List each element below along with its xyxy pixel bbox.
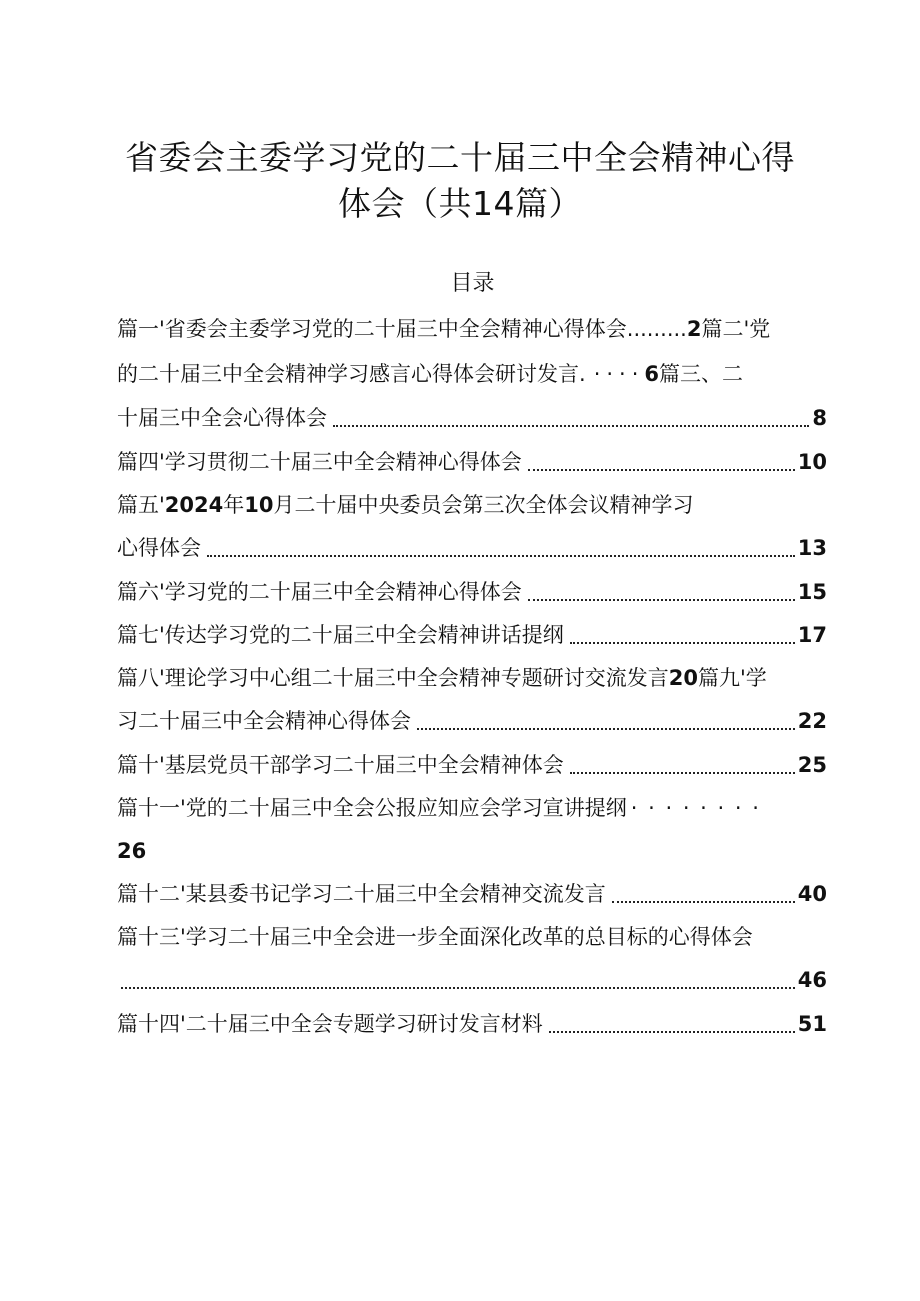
toc-entry-text: 篇一'省委会主委学习党的二十届三中全会精神心得体会.........: [117, 317, 687, 341]
toc-entry-continuation: 篇九'学: [698, 666, 767, 690]
toc-entry-12[interactable]: [117, 879, 827, 909]
toc-entry-8[interactable]: [117, 663, 827, 693]
toc-entry-continuation: 篇三、二: [659, 362, 744, 386]
toc-entry-9[interactable]: [117, 706, 827, 736]
toc-entry-page: 15: [797, 580, 827, 604]
toc-entry-text: 篇十一'党的二十届三中全会公报应知应会学习宣讲提纲: [117, 796, 627, 820]
toc-entry-page: 2: [686, 317, 702, 341]
toc-entry-10[interactable]: [117, 750, 827, 780]
toc-leader-dots: [570, 772, 795, 774]
toc-entry-4[interactable]: [117, 447, 827, 477]
toc-leader-dots: [549, 1031, 795, 1033]
toc-leader-dots: [570, 642, 795, 644]
toc-entry-page: 6: [644, 362, 660, 386]
toc-entry-text: 篇七'传达学习党的二十届三中全会精神讲话提纲: [117, 623, 564, 647]
toc-entry-text-mid: 年: [223, 493, 245, 517]
toc-entry-text: 篇十'基层党员干部学习二十届三中全会精神体会: [117, 753, 564, 777]
toc-entry-text: 篇八'理论学习中心组二十届三中全会精神专题研讨交流发言: [117, 666, 669, 690]
toc-entry-dots: · · · · · · · ·: [630, 796, 761, 820]
toc-entry-7[interactable]: [117, 620, 827, 650]
toc-entry-page: 8: [812, 406, 827, 430]
toc-leader-dots: [333, 425, 809, 427]
toc-entry-11-cont[interactable]: [117, 836, 827, 866]
toc-leader-dots: [207, 555, 795, 557]
toc-entry-page: 10: [797, 450, 827, 474]
toc-entry-page: 17: [797, 623, 827, 647]
document-title-line-2: 体会（共14篇）: [338, 184, 582, 223]
toc-leader-dots: [121, 987, 795, 989]
toc-heading: 目录: [450, 271, 495, 296]
toc-entry-text: 篇四'学习贯彻二十届三中全会精神心得体会: [117, 450, 522, 474]
toc-leader-dots: [528, 599, 795, 601]
toc-entry-5-cont[interactable]: [117, 533, 827, 563]
toc-entry-year: 2024: [164, 493, 224, 517]
toc-entry-14[interactable]: [117, 1009, 827, 1039]
toc-entry-page: 20: [668, 666, 699, 690]
toc-entry-13[interactable]: [117, 922, 827, 952]
toc-entry-page: 40: [797, 882, 827, 906]
toc-leader-dots: [528, 469, 795, 471]
toc-entry-1[interactable]: [117, 314, 827, 344]
toc-entry-5[interactable]: [117, 490, 827, 520]
toc-entry-text-prefix: 篇五': [117, 493, 165, 517]
toc-entry-page: 13: [797, 536, 827, 560]
toc-entry-text: 十届三中全会心得体会: [117, 406, 327, 430]
toc-entry-text-rest: 月二十届中央委员会第三次全体会议精神学习: [273, 493, 694, 517]
toc-entry-text: 习二十届三中全会精神心得体会: [117, 709, 411, 733]
toc-leader-dots: [612, 901, 795, 903]
toc-entry-continuation: 篇二'党: [701, 317, 771, 341]
toc-entry-3[interactable]: [117, 403, 827, 433]
toc-entry-text: 的二十届三中全会精神学习感言心得体会研讨发言.: [117, 362, 586, 386]
toc-entry-6[interactable]: [117, 577, 827, 607]
toc-entry-page: 25: [797, 753, 827, 777]
toc-entry-page: 51: [797, 1012, 827, 1036]
toc-entry-13-cont[interactable]: [117, 965, 827, 995]
toc-entry-text: 心得体会: [117, 536, 201, 560]
toc-entry-text: 篇十四'二十届三中全会专题学习研讨发言材料: [117, 1012, 543, 1036]
toc-entry-month: 10: [244, 493, 274, 517]
toc-entry-page: 46: [797, 968, 827, 992]
toc-entry-page: 26: [117, 839, 147, 863]
toc-entry-2[interactable]: [117, 359, 827, 389]
toc-entry-text: 篇十二'某县委书记学习二十届三中全会精神交流发言: [117, 882, 606, 906]
toc-entry-dots: ····: [593, 362, 645, 386]
toc-leader-dots: [417, 728, 795, 730]
toc-entry-11[interactable]: [117, 793, 827, 823]
document-title-line-1: 省委会主委学习党的二十届三中全会精神心得: [125, 138, 795, 177]
toc-entry-text: 篇十三'学习二十届三中全会进一步全面深化改革的总目标的心得体会: [117, 925, 753, 949]
toc-entry-text: 篇六'学习党的二十届三中全会精神心得体会: [117, 580, 522, 604]
toc-entry-page: 22: [797, 709, 827, 733]
